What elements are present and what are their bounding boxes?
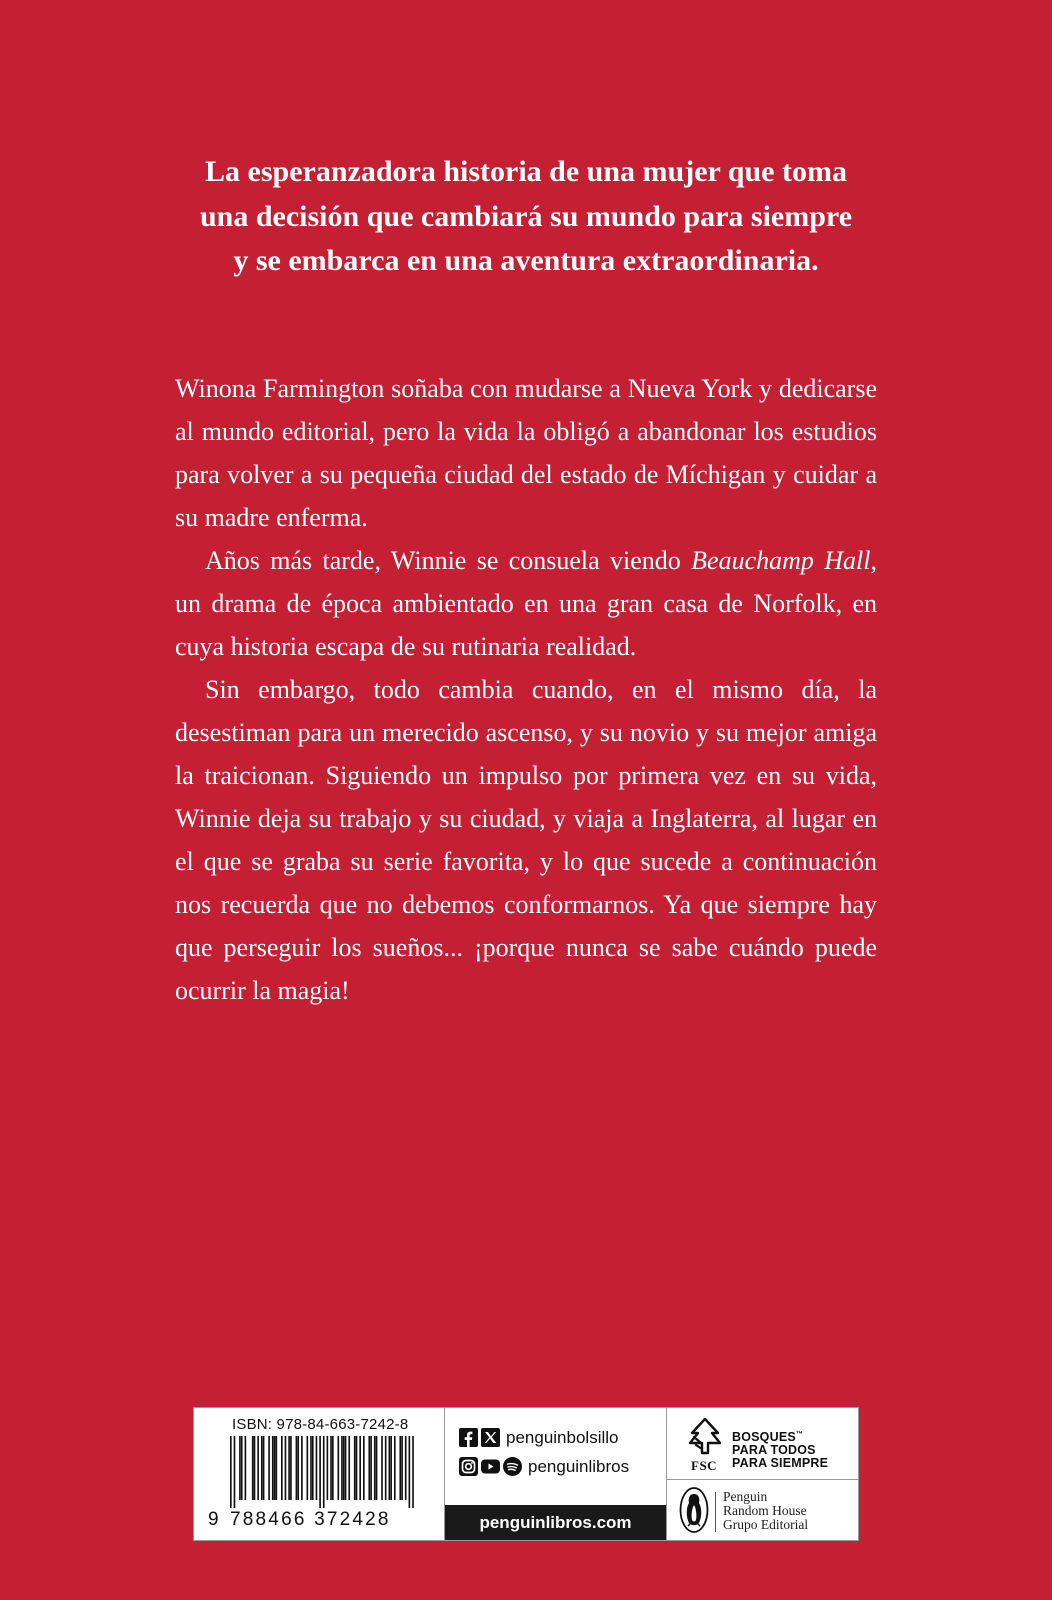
barcode-bar bbox=[412, 1436, 414, 1508]
barcode-bar bbox=[343, 1436, 345, 1500]
fsc-line-1: BOSQUES bbox=[732, 1430, 796, 1445]
prh-line-1: Penguin bbox=[723, 1489, 768, 1504]
fsc-line-2: PARA TODOS bbox=[732, 1443, 816, 1458]
instagram-icon bbox=[459, 1457, 478, 1476]
barcode-bar bbox=[288, 1436, 290, 1500]
youtube-icon bbox=[481, 1457, 500, 1476]
barcode-bar bbox=[390, 1436, 392, 1500]
barcode-bar bbox=[272, 1436, 274, 1500]
barcode-bar bbox=[330, 1436, 332, 1500]
barcode-bar bbox=[297, 1436, 299, 1500]
barcode-bar bbox=[252, 1436, 254, 1500]
facebook-icon bbox=[459, 1428, 478, 1447]
barcode-bar bbox=[394, 1436, 396, 1500]
barcode-bar bbox=[257, 1436, 259, 1500]
synopsis-paragraph-3: Sin embargo, todo cambia cuando, en el mismo día, la desestiman para un merecido ascenso, y su novio y su mejor amiga la traicionan. Siguiendo un impulso por primera vez en su vida, Winnie deja su trabajo y su ciudad, y viaja a Inglaterra, al lugar en el que se graba su serie favorita, y lo que sucede a continuación nos recuerda que no debemos conformarnos. Ya que siempre hay que perseguir los sueños... ¡porque nunca se sabe cuándo puede ocurrir la magia! bbox=[175, 675, 877, 1005]
barcode bbox=[230, 1436, 414, 1508]
synopsis-paragraph-2-start: Años más tarde, Winnie se consuela viendo bbox=[205, 546, 692, 575]
barcode-bar bbox=[296, 1436, 298, 1500]
barcode-bar bbox=[307, 1436, 309, 1500]
prh-line-3: Grupo Editorial bbox=[723, 1517, 809, 1532]
synopsis-paragraph-1: Winona Farmington soñaba con mudarse a Nueva York y dedicarse al mundo editorial, pero la vida la obligó a abandonar los estudios para volver a su pequeña ciudad del estado de Míchigan y cuidar a su madre enferma. bbox=[175, 374, 877, 532]
barcode-bar bbox=[239, 1436, 241, 1500]
tagline: La esperanzadora historia de una mujer que toma una decisión que cambiará su mundo para siempre y se embarca en una aventura extraordinaria. bbox=[199, 155, 853, 277]
barcode-bar bbox=[230, 1436, 232, 1508]
barcode-bar bbox=[263, 1436, 265, 1500]
barcode-bar bbox=[332, 1436, 334, 1500]
prh-divider bbox=[715, 1492, 716, 1532]
barcode-bar bbox=[316, 1436, 318, 1500]
barcode-bar bbox=[363, 1436, 365, 1500]
barcode-block bbox=[194, 1408, 445, 1540]
barcode-bar bbox=[261, 1436, 263, 1500]
barcode-bar bbox=[319, 1436, 321, 1508]
barcode-bar bbox=[323, 1436, 325, 1508]
barcode-bar bbox=[312, 1436, 314, 1500]
barcode-bar bbox=[374, 1436, 376, 1500]
barcode-bar bbox=[268, 1436, 270, 1500]
back-cover-info-box bbox=[193, 1407, 859, 1541]
x-icon bbox=[481, 1428, 500, 1447]
synopsis bbox=[175, 367, 877, 1012]
barcode-bar bbox=[254, 1436, 256, 1500]
barcode-bar bbox=[245, 1436, 247, 1500]
fsc-line-3: PARA SIEMPRE bbox=[732, 1456, 829, 1471]
prh-wordmark bbox=[723, 1490, 808, 1532]
social-block bbox=[445, 1408, 667, 1540]
fsc-logo bbox=[667, 1408, 858, 1480]
barcode-bar bbox=[285, 1436, 287, 1500]
ean-digits: 788466 372428 bbox=[230, 1509, 391, 1530]
barcode-bar bbox=[381, 1436, 383, 1500]
barcode-bar bbox=[368, 1436, 370, 1500]
barcode-bar bbox=[356, 1436, 358, 1500]
social-handle-penguinbolsillo: penguinbolsillo bbox=[506, 1427, 619, 1447]
fsc-trademark: ™ bbox=[795, 1431, 804, 1438]
isbn-label: ISBN: 978-84-663-7242-8 bbox=[232, 1416, 409, 1433]
barcode-bar bbox=[327, 1436, 329, 1500]
barcode-bar bbox=[409, 1436, 411, 1508]
social-row-1 bbox=[459, 1423, 666, 1452]
barcode-bar bbox=[345, 1436, 347, 1500]
barcode-bar bbox=[385, 1436, 387, 1500]
barcode-bar bbox=[405, 1436, 407, 1500]
prh-logo bbox=[667, 1480, 858, 1540]
barcode-bar bbox=[341, 1436, 343, 1500]
social-handle-penguinlibros: penguinlibros bbox=[528, 1456, 630, 1476]
barcode-bar bbox=[376, 1436, 378, 1500]
barcode-bar bbox=[234, 1436, 236, 1508]
synopsis-paragraph-2-end: , un drama de época ambientado en una gran casa de Norfolk, en cuya historia escapa de su rutinaria realidad. bbox=[175, 546, 877, 661]
barcode-bar bbox=[337, 1436, 339, 1500]
barcode-bar bbox=[370, 1436, 372, 1500]
fsc-slogan bbox=[732, 1428, 828, 1470]
barcode-bar bbox=[274, 1436, 276, 1500]
barcode-bar bbox=[359, 1436, 361, 1500]
penguin-logo-icon bbox=[679, 1486, 709, 1534]
barcode-bar bbox=[401, 1436, 403, 1500]
barcode-bar bbox=[399, 1436, 401, 1500]
fsc-tree-icon bbox=[685, 1416, 725, 1456]
logos-block bbox=[667, 1408, 858, 1540]
barcode-bar bbox=[301, 1436, 303, 1500]
barcode-bar bbox=[348, 1436, 350, 1500]
fsc-label: FSC bbox=[691, 1458, 718, 1473]
barcode-bar bbox=[276, 1436, 278, 1500]
spotify-icon bbox=[503, 1457, 522, 1476]
website-bar: penguinlibros.com bbox=[445, 1505, 666, 1540]
ean-first-digit: 9 bbox=[208, 1509, 219, 1530]
barcode-bar bbox=[354, 1436, 356, 1500]
barcode-bar bbox=[241, 1436, 243, 1500]
social-row-2 bbox=[459, 1452, 666, 1481]
prh-line-2: Random House bbox=[723, 1503, 807, 1518]
barcode-bar bbox=[389, 1436, 391, 1500]
synopsis-paragraph-2 bbox=[175, 539, 877, 668]
barcode-bar bbox=[281, 1436, 283, 1500]
series-title: Beauchamp Hall bbox=[691, 546, 871, 575]
barcode-bar bbox=[290, 1436, 292, 1500]
barcode-bar bbox=[310, 1436, 312, 1500]
